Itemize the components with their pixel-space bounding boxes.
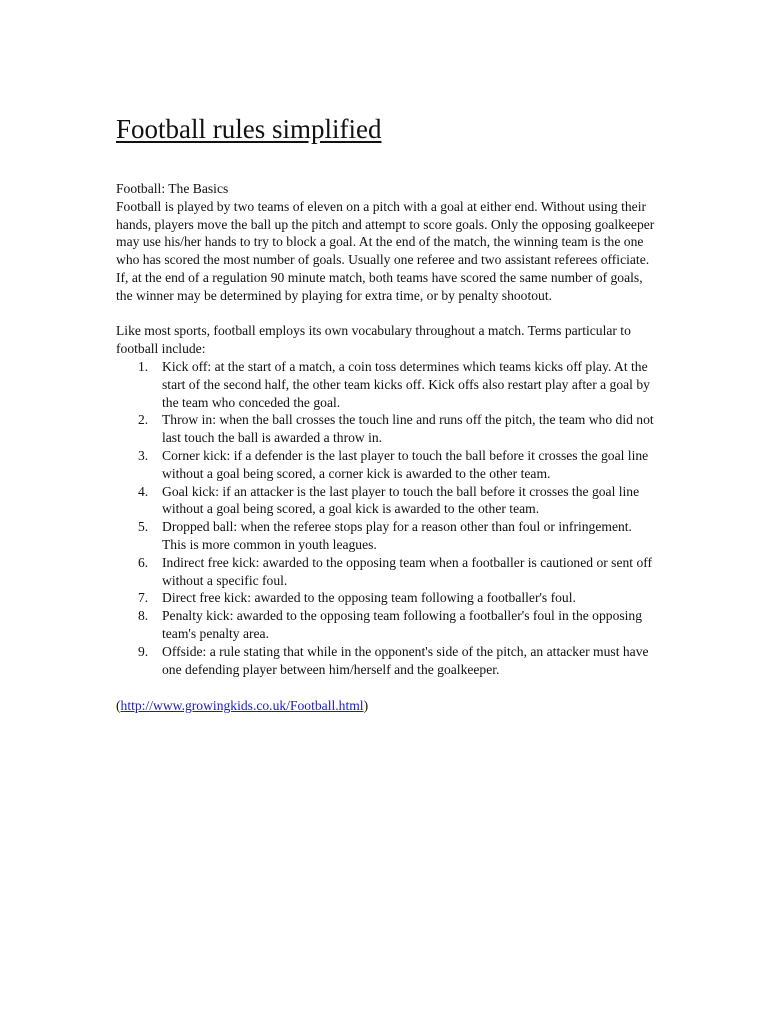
rule-text: Throw in: when the ball crosses the touch line and runs off the pitch, the team who did not last touch the ball is awarded a throw in. <box>162 412 654 446</box>
rule-text: Indirect free kick: awarded to the opposing team when a footballer is cautioned or sent off without a specific foul. <box>162 554 653 588</box>
rule-item <box>116 589 656 607</box>
rule-number: 9. <box>138 643 149 659</box>
basics-paragraph: Football is played by two teams of eleven on a pitch with a goal at either end. Without using their hands, players move the ball up the pitch and attempt to score goals. Only the opposing goalkeeper may use his/her hands to try to block a goal. At the end of the match, the winning team is the one who has scored the most number of goals. Usually one referee and two assistant referees officiate. If, at the end of a regulation 90 minute match, both teams have scored the same number of goals, the winner may be determined by playing for extra time, or by penalty shootout. <box>116 198 655 303</box>
rule-text: Dropped ball: when the referee stops play for a reason other than foul or infringement. This is more common in youth leagues. <box>162 519 632 552</box>
rule-number: 5. <box>138 519 149 535</box>
rule-number: 6. <box>138 554 149 570</box>
rule-item <box>116 607 656 643</box>
rule-item <box>116 518 656 554</box>
source-citation <box>116 697 656 715</box>
rule-item <box>116 643 656 679</box>
rule-item <box>116 447 656 483</box>
rule-text: Direct free kick: awarded to the opposing team following a footballer's foul. <box>162 590 576 606</box>
source-open-paren: ( <box>116 698 121 714</box>
rule-item <box>116 411 656 447</box>
rule-text: Penalty kick: awarded to the opposing team following a footballer's foul in the opposing team's penalty area. <box>162 608 643 641</box>
rule-number: 7. <box>138 590 149 606</box>
rule-text: Goal kick: if an attacker is the last player to touch the ball before it crosses the goal line without a goal being scored, a goal kick is awarded to the other team. <box>162 483 640 517</box>
rule-number: 2. <box>138 412 149 428</box>
basics-heading: Football: The Basics <box>116 181 229 196</box>
rule-number: 8. <box>138 608 149 624</box>
document-page <box>116 112 656 715</box>
vocab-intro-paragraph: Like most sports, football employs its own vocabulary throughout a match. Terms particular to football include: <box>116 323 631 357</box>
source-link[interactable]: http://www.growingkids.co.uk/Football.html <box>120 698 364 714</box>
rule-number: 3. <box>138 447 149 463</box>
source-close-paren: ) <box>363 698 369 714</box>
rule-item <box>116 358 656 411</box>
rule-item <box>116 554 656 590</box>
rule-text: Kick off: at the start of a match, a coin toss determines which teams kicks off play. At the start of the second half, the other team kicks off. Kick offs also restart play after a goal by the team who conceded the goal. <box>162 358 650 410</box>
paragraph-spacer <box>116 305 656 323</box>
rule-number: 4. <box>138 483 149 499</box>
rule-text: Offside: a rule stating that while in the opponent's side of the pitch, an attacker must have one defending player between him/herself and the goalkeeper. <box>162 643 649 677</box>
rules-list <box>116 358 656 678</box>
rule-text: Corner kick: if a defender is the last player to touch the ball before it crosses the goal line without a goal being scored, a corner kick is awarded to the other team. <box>162 447 649 481</box>
document-title: Football rules simplified <box>116 114 382 144</box>
rule-item <box>116 483 656 519</box>
rule-number: 1. <box>138 358 149 374</box>
